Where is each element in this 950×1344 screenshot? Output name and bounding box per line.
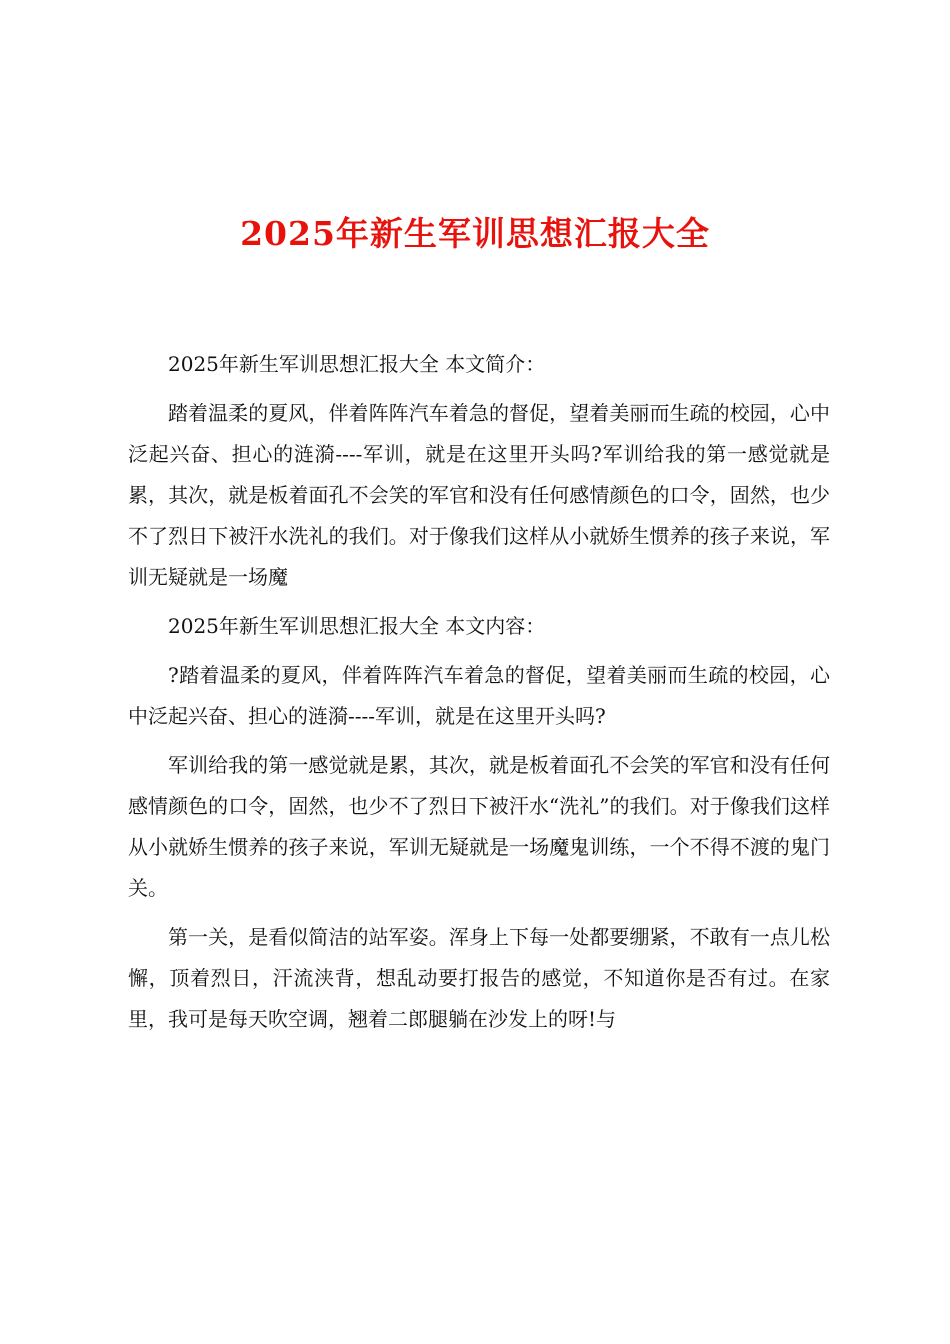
content-heading: 2025年新生军训思想汇报大全 本文内容： [168, 614, 546, 638]
intro-heading: 2025年新生军训思想汇报大全 本文简介： [168, 352, 546, 376]
body-paragraph: ?踏着温柔的夏风，伴着阵阵汽车着急的督促，望着美丽而生疏的校园，心中泛起兴奋、担心的涟漪----军训，就是在这里开头吗? [128, 663, 830, 728]
body-paragraph: 军训给我的第一感觉就是累，其次，就是板着面孔不会笑的军官和没有任何感情颜色的口令，固然，也少不了烈日下被汗水“洗礼”的我们。对于像我们这样从小就娇生惯养的孩子来说，军训无疑就是一场魔鬼训练，一个不得不渡的鬼门关。 [128, 753, 830, 900]
document-title: 2025年新生军训思想汇报大全 [240, 214, 710, 253]
body-paragraph: 第一关，是看似简洁的站军姿。浑身上下每一处都要绷紧，不敢有一点儿松懈，顶着烈日，汗流浃背，想乱动要打报告的感觉，不知道你是否有过。在家里，我可是每天吹空调，翘着二郎腿躺在沙发上的呀!与 [128, 925, 830, 1031]
document-body [128, 344, 830, 1048]
intro-paragraph: 踏着温柔的夏风，伴着阵阵汽车着急的督促，望着美丽而生疏的校园，心中泛起兴奋、担心的涟漪----军训，就是在这里开头吗?军训给我的第一感觉就是累，其次，就是板着面孔不会笑的军官和没有任何感情颜色的口令，固然，也少不了烈日下被汗水洗礼的我们。对于像我们这样从小就娇生惯养的孩子来说，军训无疑就是一场魔 [128, 401, 830, 589]
